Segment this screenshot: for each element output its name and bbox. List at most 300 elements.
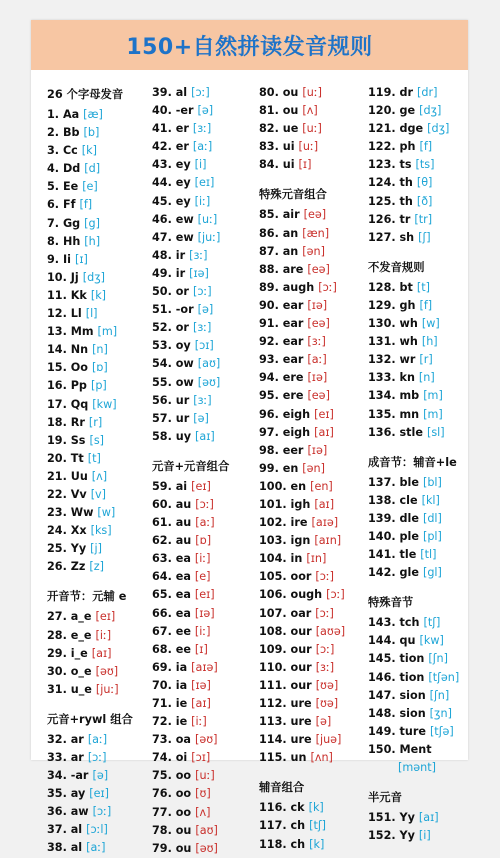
rule-entry xyxy=(152,102,229,120)
ipa-symbol: [eɪ] xyxy=(194,588,215,602)
ipa-symbol: [ð] xyxy=(416,194,433,208)
letter-pattern: e_e xyxy=(70,628,92,642)
rule-entry xyxy=(47,323,133,341)
letter-pattern: au xyxy=(175,497,192,511)
letter-pattern: th xyxy=(399,194,413,208)
rule-number: 4. xyxy=(47,162,60,176)
ipa-symbol: [ɜː] xyxy=(192,122,212,136)
rule-entry xyxy=(259,120,345,138)
letter-pattern: Oo xyxy=(70,361,88,375)
rule-entry xyxy=(152,749,229,767)
ipa-symbol: [w] xyxy=(97,506,116,520)
letter-pattern: our xyxy=(290,624,312,638)
letter-pattern: ir xyxy=(175,266,186,280)
ipa-symbol: [aɪə] xyxy=(191,660,218,674)
letter-pattern: ure xyxy=(290,733,312,747)
rule-entry xyxy=(47,233,133,251)
letter-pattern: our xyxy=(290,642,312,656)
ipa-symbol: [g] xyxy=(84,216,100,230)
ipa-symbol: [ɜː] xyxy=(189,248,208,262)
ipa-symbol: [m] xyxy=(97,325,118,339)
letter-pattern: ey xyxy=(175,176,191,190)
rule-entry xyxy=(368,369,459,387)
phonics-sheet xyxy=(31,20,468,855)
ipa-symbol: [iː] xyxy=(194,194,211,208)
letter-pattern: ia xyxy=(175,678,188,692)
rule-number: 31. xyxy=(47,682,67,696)
letter-pattern: our xyxy=(290,660,312,674)
ipa-symbol: [ə] xyxy=(315,715,332,729)
ipa-symbol: [l] xyxy=(85,307,98,321)
ipa-symbol: [ɪə] xyxy=(307,443,328,457)
ipa-symbol: [ɔː] xyxy=(315,642,335,656)
rule-number: 35. xyxy=(47,787,67,801)
section-heading: 26 个字母发音 xyxy=(47,88,124,101)
letter-pattern: tr xyxy=(399,212,411,226)
ipa-symbol: [ə] xyxy=(197,303,214,317)
letter-pattern: oar xyxy=(290,606,312,620)
rule-number: 108. xyxy=(259,624,287,638)
rule-number: 52. xyxy=(152,321,172,335)
section-spacer xyxy=(259,174,345,184)
rule-entry xyxy=(368,193,459,211)
ipa-symbol: [ɔː] xyxy=(87,751,107,764)
letter-pattern: our xyxy=(290,678,312,692)
letter-pattern: uy xyxy=(175,429,191,443)
ipa-symbol: [gl] xyxy=(422,566,442,580)
rule-entry xyxy=(152,374,229,392)
rule-entry xyxy=(152,156,229,174)
ipa-symbol: [m] xyxy=(423,389,443,403)
letter-pattern: ir xyxy=(175,248,186,262)
ipa-symbol: [ɔɪ] xyxy=(191,751,211,765)
letter-pattern: oa xyxy=(175,733,191,747)
rule-number: 26. xyxy=(47,560,67,574)
section-spacer xyxy=(368,582,459,592)
ipa-symbol: [aʊə] xyxy=(315,624,346,638)
rule-number: 124. xyxy=(368,176,396,190)
ipa-symbol: [w] xyxy=(421,317,440,331)
letter-pattern: ur xyxy=(175,393,190,407)
letter-pattern: Ff xyxy=(62,198,76,212)
rule-entry xyxy=(47,432,133,450)
rule-number: 11. xyxy=(47,288,67,302)
rule-number: 137. xyxy=(368,475,396,489)
rule-entry xyxy=(259,225,345,243)
rule-entry xyxy=(368,614,459,632)
rule-number: 129. xyxy=(368,298,396,312)
ipa-symbol: [dʒ] xyxy=(82,270,106,284)
rule-number: 147. xyxy=(368,688,396,702)
ipa-symbol: [aɪ] xyxy=(91,646,112,660)
letter-pattern: wh xyxy=(399,335,418,349)
ipa-symbol: [tr] xyxy=(414,212,433,226)
rule-entry xyxy=(368,279,459,297)
ipa-symbol: [ɜː] xyxy=(315,660,335,674)
rule-number: 97. xyxy=(259,425,279,439)
rule-entry xyxy=(152,514,229,532)
rule-number: 13. xyxy=(47,325,67,339)
ipa-symbol: [eə] xyxy=(303,208,327,222)
ipa-symbol: [ʃn] xyxy=(428,652,448,666)
rule-entry xyxy=(259,369,345,387)
rule-entry xyxy=(47,663,133,681)
rule-entry xyxy=(47,251,133,269)
rule-number: 69. xyxy=(152,660,172,674)
letter-pattern: Qq xyxy=(70,397,89,411)
rule-entry xyxy=(259,333,345,351)
ipa-symbol: [ɒ] xyxy=(91,361,108,375)
rule-entry xyxy=(259,641,345,659)
rule-entry xyxy=(259,623,345,641)
rule-entry xyxy=(152,785,229,803)
letter-pattern: ou xyxy=(282,86,299,99)
rule-entry xyxy=(368,351,459,369)
rule-number: 16. xyxy=(47,379,67,393)
letter-pattern: ch xyxy=(290,837,306,851)
ipa-symbol: [eɪ] xyxy=(95,610,116,624)
rule-number: 111. xyxy=(259,678,287,692)
rule-entry xyxy=(368,528,459,546)
letter-pattern: oo xyxy=(175,769,192,783)
ipa-symbol: [ɔː] xyxy=(315,606,334,620)
letter-pattern: ire xyxy=(290,516,308,530)
rule-number: 138. xyxy=(368,493,396,507)
letter-pattern: oo xyxy=(175,787,192,801)
rule-entry xyxy=(152,822,229,840)
rule-number: 57. xyxy=(152,411,172,425)
rule-entry xyxy=(47,803,133,821)
section-heading: 特殊音节 xyxy=(368,596,414,610)
ipa-symbol: [k] xyxy=(90,288,107,302)
section-heading: 成音节：辅音+le xyxy=(368,455,457,469)
rule-entry xyxy=(368,156,459,174)
rule-number: 118. xyxy=(259,837,287,851)
ipa-symbol: [h] xyxy=(421,335,438,349)
rule-number: 120. xyxy=(368,104,396,118)
rule-number: 39. xyxy=(152,86,172,99)
rule-number: 102. xyxy=(259,516,287,530)
rule-entry xyxy=(47,627,133,645)
ipa-symbol: [ɔː] xyxy=(315,570,335,584)
rule-entry xyxy=(152,174,229,192)
letter-pattern: ts xyxy=(399,158,412,172)
letter-pattern: ge xyxy=(399,104,416,118)
letter-pattern: eigh xyxy=(282,425,311,439)
rule-entry xyxy=(47,377,133,395)
letter-pattern: air xyxy=(282,208,300,222)
rule-number: 116. xyxy=(259,801,287,815)
letter-pattern: ere xyxy=(282,389,304,403)
rule-entry xyxy=(47,196,133,214)
ipa-symbol: [b] xyxy=(83,126,100,140)
ipa-symbol: [ʌn] xyxy=(310,751,333,765)
rule-number: 98. xyxy=(259,443,279,457)
ipa-symbol: [ɪ] xyxy=(298,158,312,172)
rule-number: 110. xyxy=(259,660,287,674)
rule-entry xyxy=(152,586,229,604)
ipa-symbol: [aː] xyxy=(307,353,327,367)
rule-entry xyxy=(47,396,133,414)
letter-pattern: ign xyxy=(290,534,311,548)
ipa-symbol: [f] xyxy=(79,198,93,212)
ipa-symbol: [ʊə] xyxy=(315,678,339,692)
rule-entry xyxy=(152,283,229,301)
letter-pattern: dle xyxy=(399,511,419,525)
rule-entry xyxy=(152,355,229,373)
rule-number: 90. xyxy=(259,298,279,312)
letter-pattern: Hh xyxy=(62,234,81,248)
ipa-symbol: [ɪ] xyxy=(74,252,88,266)
letter-pattern: oo xyxy=(175,805,192,819)
ipa-symbol: [eɪ] xyxy=(89,787,110,801)
letter-pattern: ow xyxy=(175,357,194,371)
ipa-symbol: [n] xyxy=(418,371,435,385)
ipa-symbol: [uː] xyxy=(302,86,322,99)
letter-pattern: al xyxy=(70,841,83,855)
letter-pattern: Kk xyxy=(70,288,87,302)
rule-entry xyxy=(152,731,229,749)
rule-entry xyxy=(152,605,229,623)
section-heading: 元音+rywl 组合 xyxy=(47,712,133,726)
rule-number: 133. xyxy=(368,371,396,385)
rule-number: 64. xyxy=(152,570,172,584)
rule-entry xyxy=(368,546,459,564)
rule-entry xyxy=(152,138,229,156)
ipa-symbol: [dʒ] xyxy=(419,104,442,118)
ipa-symbol: [ʌ] xyxy=(302,104,318,118)
ipa-symbol: [e] xyxy=(82,180,98,194)
rule-entry xyxy=(152,804,229,822)
letter-pattern: au xyxy=(175,534,192,548)
letter-pattern: sion xyxy=(399,706,426,720)
rule-entry xyxy=(47,839,133,857)
letter-pattern: ou xyxy=(175,823,192,837)
rule-number: 38. xyxy=(47,841,67,855)
rule-entry xyxy=(47,142,133,160)
section-heading: 开音节：元辅 e xyxy=(47,590,127,604)
ipa-symbol: [iː] xyxy=(194,552,211,566)
rule-entry xyxy=(259,586,345,604)
letter-pattern: Bb xyxy=(62,126,80,140)
rule-entry xyxy=(259,351,345,369)
ipa-symbol: [əʊ] xyxy=(195,841,218,855)
ipa-symbol: [ɜː] xyxy=(192,321,212,335)
rule-number: 79. xyxy=(152,841,172,855)
letter-pattern: o_e xyxy=(70,664,92,678)
rule-entry xyxy=(368,669,459,687)
rule-entry xyxy=(47,215,133,233)
rule-entry xyxy=(152,211,229,229)
rule-number: 58. xyxy=(152,429,172,443)
rule-number: 22. xyxy=(47,487,67,501)
rule-number: 114. xyxy=(259,733,287,747)
ipa-symbol: [æn] xyxy=(302,226,330,240)
ipa-symbol: [eə] xyxy=(307,262,330,276)
letter-pattern: stle xyxy=(399,425,423,439)
letter-pattern: or xyxy=(175,285,189,299)
ipa-symbol: [əʊ] xyxy=(197,375,221,389)
rule-entry xyxy=(259,695,345,713)
rule-number: 143. xyxy=(368,616,396,630)
rule-number: 105. xyxy=(259,570,287,584)
letter-pattern: ph xyxy=(399,140,416,154)
rule-entry xyxy=(47,540,133,558)
rule-entry xyxy=(368,297,459,315)
rule-entry xyxy=(259,532,345,550)
rule-number: 2. xyxy=(47,126,60,140)
rule-number: 75. xyxy=(152,769,172,783)
rule-entry xyxy=(259,568,345,586)
rule-entry xyxy=(368,510,459,528)
letter-pattern: Cc xyxy=(62,144,78,158)
ipa-symbol: [ks] xyxy=(90,524,112,538)
ipa-symbol: [aɪ] xyxy=(191,697,211,710)
rule-number: 47. xyxy=(152,230,172,244)
rule-entry xyxy=(47,468,133,486)
rule-entry xyxy=(47,645,133,663)
rule-entry xyxy=(152,677,229,695)
rule-entry xyxy=(152,568,229,586)
rule-number: 122. xyxy=(368,140,396,154)
rule-entry xyxy=(368,229,459,247)
letter-pattern: Tt xyxy=(70,451,84,465)
letter-pattern: gle xyxy=(399,566,419,580)
rule-number: 80. xyxy=(259,86,279,99)
rule-entry xyxy=(152,193,229,211)
letter-pattern: en xyxy=(282,461,299,475)
section-spacer xyxy=(368,777,459,787)
letter-pattern: au xyxy=(175,516,192,530)
letter-pattern: Yy xyxy=(399,829,415,843)
letter-pattern: Rr xyxy=(70,415,85,429)
ipa-symbol: [əʊ] xyxy=(95,664,119,678)
rule-number: 92. xyxy=(259,335,279,349)
rule-number: 96. xyxy=(259,407,279,421)
ipa-symbol: [aː] xyxy=(86,841,106,855)
rule-number: 152. xyxy=(368,829,396,843)
letter-pattern: Gg xyxy=(62,216,81,230)
letter-pattern: oor xyxy=(290,570,312,584)
ipa-symbol: [ɔː] xyxy=(92,805,112,819)
ipa-symbol: [v] xyxy=(90,487,107,501)
rule-entry xyxy=(47,767,133,785)
rule-number: 81. xyxy=(259,104,279,118)
rule-entry xyxy=(368,387,459,405)
ipa-symbol: [ə] xyxy=(193,411,209,425)
letter-pattern: ay xyxy=(70,787,86,801)
rule-number: 123. xyxy=(368,158,396,172)
ipa-symbol: [eə] xyxy=(307,317,330,331)
letter-pattern: ple xyxy=(399,529,419,543)
rule-entry xyxy=(259,442,345,460)
rule-number: 135. xyxy=(368,407,396,421)
rule-number: 56. xyxy=(152,393,172,407)
rule-number: 29. xyxy=(47,646,67,660)
letter-pattern: oi xyxy=(175,751,188,765)
rule-entry xyxy=(259,749,345,767)
letter-pattern: al xyxy=(175,86,188,99)
rule-number: 3. xyxy=(47,144,60,158)
rule-number: 5. xyxy=(47,180,60,194)
rule-number: 84. xyxy=(259,158,279,172)
rule-number: 89. xyxy=(259,280,279,294)
rule-number: 145. xyxy=(368,652,396,666)
ipa-symbol: [uː] xyxy=(302,122,322,136)
letter-pattern: ar xyxy=(70,751,84,764)
rule-entry xyxy=(47,124,133,142)
rule-entry xyxy=(259,206,345,224)
letter-pattern: aw xyxy=(70,805,89,819)
ipa-symbol: [r] xyxy=(88,415,103,429)
ipa-symbol: [ɜː] xyxy=(307,335,326,349)
rule-number: 149. xyxy=(368,724,396,738)
rule-number: 76. xyxy=(152,787,172,801)
rule-number: 1. xyxy=(47,108,60,121)
letter-pattern: ea xyxy=(175,552,191,566)
rule-number: 74. xyxy=(152,751,172,765)
rule-entry xyxy=(47,785,133,803)
rule-number: 18. xyxy=(47,415,67,429)
rule-entry xyxy=(368,406,459,424)
page-title: 150+自然拼读发音规则 xyxy=(126,34,373,60)
rule-number: 151. xyxy=(368,811,396,825)
rule-number: 125. xyxy=(368,194,396,208)
rule-number: 34. xyxy=(47,769,67,783)
letter-pattern: ea xyxy=(175,606,191,620)
rule-entry xyxy=(152,265,229,283)
ipa-symbol: [ɔː] xyxy=(318,280,337,294)
ipa-symbol: [ʒn] xyxy=(429,706,452,720)
rule-entry xyxy=(47,106,133,124)
letter-pattern: augh xyxy=(282,280,315,294)
rule-entry xyxy=(152,496,229,514)
letter-pattern: ear xyxy=(282,335,304,349)
ipa-symbol: [ʃ] xyxy=(418,230,431,244)
section-heading: 辅音组合 xyxy=(259,781,305,795)
letter-pattern: eer xyxy=(282,443,304,457)
letter-pattern: dr xyxy=(399,86,414,99)
rule-entry xyxy=(259,84,345,102)
rule-number: 28. xyxy=(47,628,67,642)
rule-number: 119. xyxy=(368,86,396,99)
ipa-symbol: [uː] xyxy=(195,769,215,783)
rule-entry xyxy=(259,550,345,568)
ipa-symbol: [əʊ] xyxy=(194,733,218,747)
rule-entry xyxy=(259,514,345,532)
letter-pattern: ea xyxy=(175,570,191,584)
ipa-symbol: [kl] xyxy=(421,493,440,507)
ipa-symbol: [tl] xyxy=(420,548,437,562)
letter-pattern: -ar xyxy=(70,769,89,783)
rule-entry xyxy=(259,478,345,496)
letter-pattern: en xyxy=(290,479,307,493)
rule-entry xyxy=(368,564,459,582)
rule-ipa-continued xyxy=(368,759,459,777)
letter-pattern: wh xyxy=(399,317,418,331)
letter-pattern: gh xyxy=(399,298,416,312)
rule-number: 59. xyxy=(152,479,172,493)
column-2 xyxy=(152,84,229,858)
ipa-symbol: [dl] xyxy=(422,511,442,525)
letter-pattern: Dd xyxy=(62,162,81,176)
ipa-symbol: [kw] xyxy=(419,634,444,648)
letter-pattern: oy xyxy=(175,339,191,353)
rule-entry xyxy=(368,211,459,229)
letter-pattern: kn xyxy=(399,371,415,385)
rule-number: 107. xyxy=(259,606,287,620)
rule-entry xyxy=(368,827,459,845)
